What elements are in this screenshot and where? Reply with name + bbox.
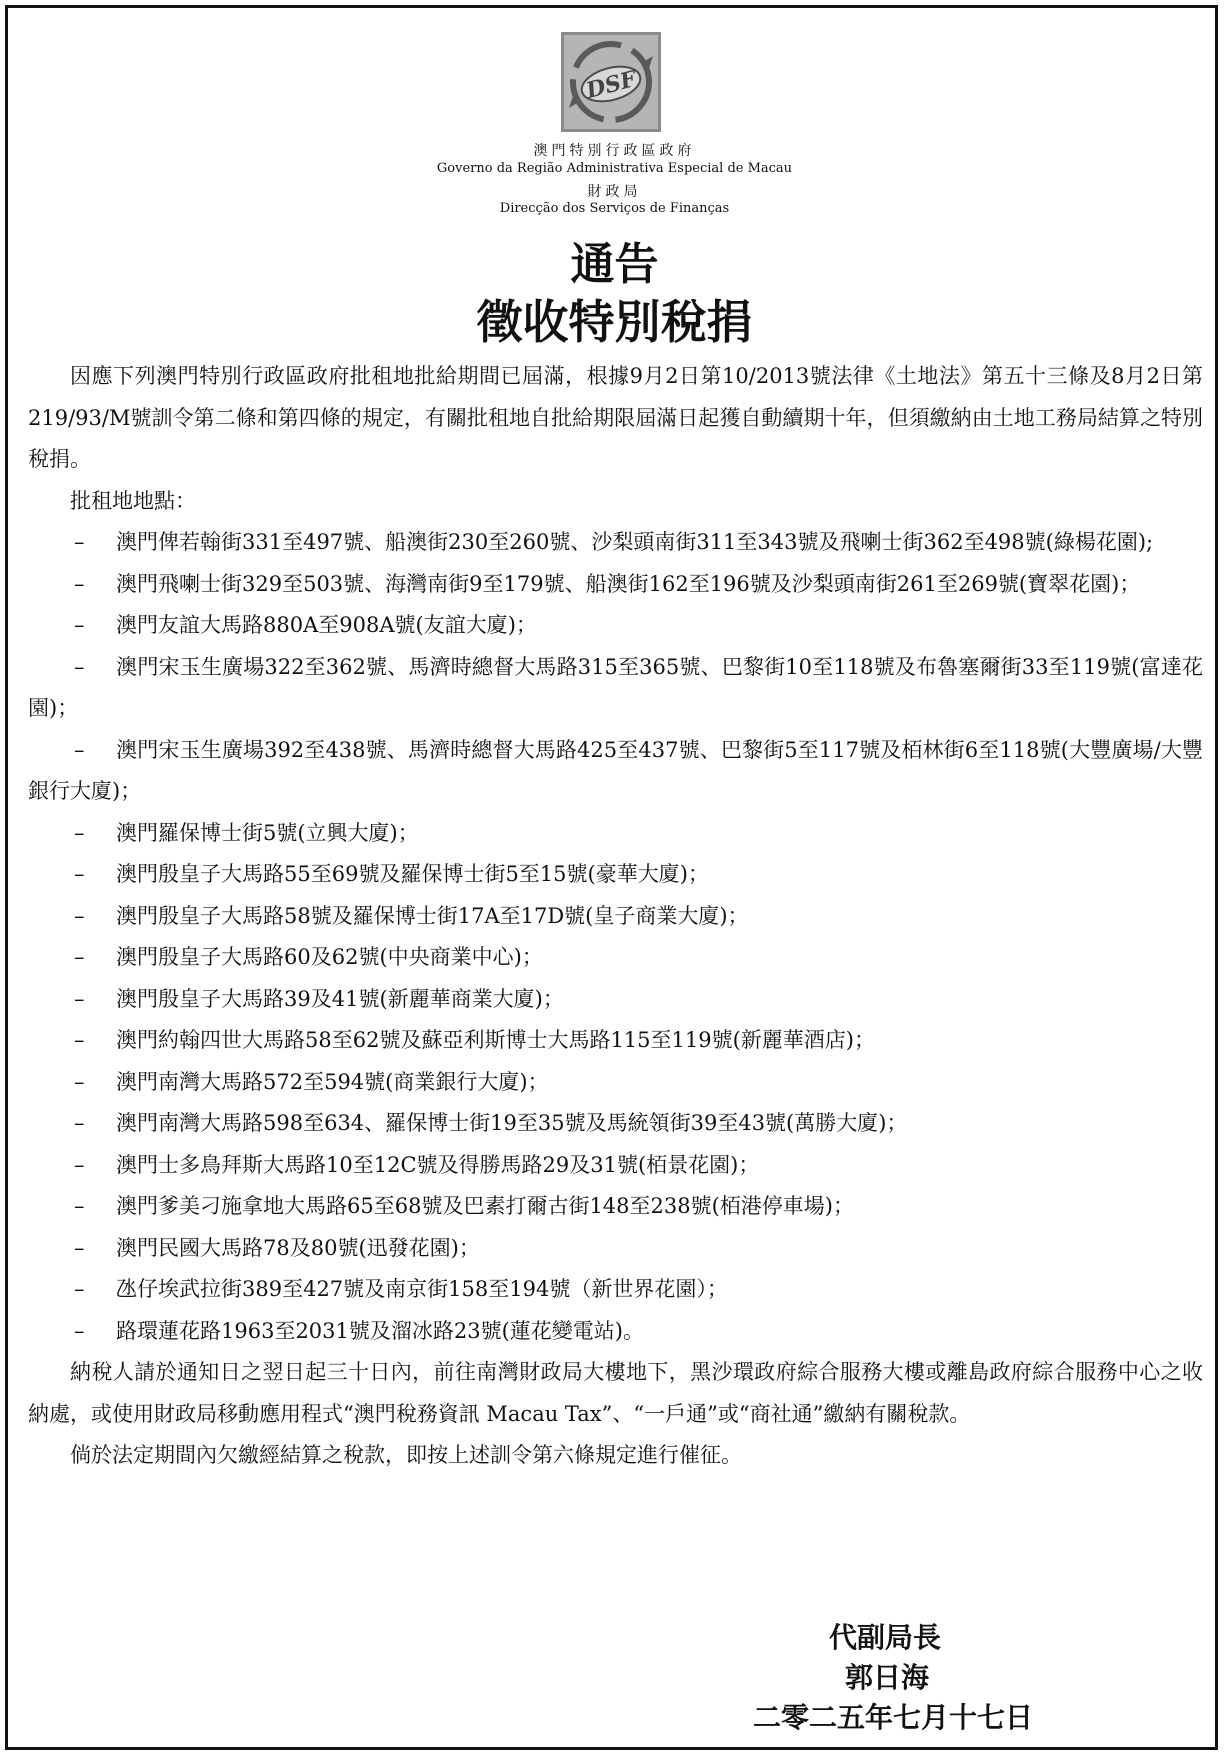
list-dash: –	[74, 1277, 85, 1301]
location-text: 澳門宋玉生廣場392至438號、馬濟時總督大馬路425至437號、巴黎街5至117號及栢林街6至118號(大豐廣場/大豐銀行大廈)；	[28, 737, 1203, 803]
notice-date: 二零二五年七月十七日	[752, 1701, 1033, 1734]
location-text: 澳門飛喇士街329至503號、海灣南街9至179號、船澳街162至196號及沙梨頭南街261至269號(寶翠花園)；	[116, 571, 1141, 596]
location-item	[28, 1020, 1203, 1062]
intro-paragraph: 因應下列澳門特別行政區政府批租地批給期間已屆滿，根據9月2日第10/2013號法律《土地法》第五十三條及8月2日第219/93/M號訓令第二條和第四條的規定，有關批租地自批給期限屆滿日起獲自動續期十年，但須繳納由土地工務局結算之特別稅捐。	[28, 364, 1203, 471]
list-dash: –	[74, 1111, 85, 1135]
location-text: 路環蓮花路1963至2031號及溜冰路23號(蓮花變電站)。	[116, 1318, 644, 1343]
payment-paragraph: 納稅人請於通知日之翌日起三十日內，前往南灣財政局大樓地下，黑沙環政府綜合服務大樓或離島政府綜合服務中心之收納處，或使用財政局移動應用程式“澳門稅務資訊 Macau Tax”、“一戶通”或“商社通”繳納有關稅款。	[28, 1360, 1203, 1426]
letterhead	[0, 0, 1229, 230]
location-item	[28, 937, 1203, 979]
list-dash: –	[74, 1194, 85, 1218]
location-text: 氹仔埃武拉街389至427號及南京街158至194號（新世界花園）；	[116, 1277, 728, 1301]
list-dash: –	[74, 903, 85, 928]
location-text: 澳門殷皇子大馬路39及41號(新麗華商業大廈)；	[116, 986, 564, 1011]
list-dash: –	[74, 1318, 85, 1343]
list-dash: –	[74, 986, 85, 1011]
location-item	[28, 1103, 1203, 1145]
location-list	[28, 522, 1203, 1352]
list-dash: –	[74, 654, 85, 679]
location-text: 澳門宋玉生廣場322至362號、馬濟時總督大馬路315至365號、巴黎街10至118號及布魯塞爾街33至119號(富達花園)；	[28, 654, 1203, 720]
location-text: 澳門爹美刁施拿地大馬路65至68號及巴素打爾古街148至238號(栢港停車場)；	[116, 1194, 854, 1218]
location-text: 澳門羅保博士街5號(立興大廈)；	[116, 820, 419, 845]
notice-subtitle: 徵收特別稅捐	[476, 295, 753, 349]
dsf-logo	[561, 32, 661, 132]
list-dash: –	[74, 1152, 85, 1177]
list-dash: –	[74, 613, 85, 637]
location-item	[28, 1062, 1203, 1104]
location-item	[28, 813, 1203, 855]
government-name-chinese: 澳門特別行政區政府	[533, 143, 696, 159]
list-dash: –	[74, 820, 85, 845]
location-label: 批租地地點：	[70, 488, 196, 513]
list-dash: –	[74, 737, 85, 762]
location-text: 澳門民國大馬路78及80號(迅發花園)；	[116, 1235, 480, 1260]
location-text: 澳門友誼大馬路880A至908A號(友誼大廈)；	[116, 613, 537, 637]
list-dash: –	[74, 945, 85, 969]
location-text: 澳門約翰四世大馬路58至62號及蘇亞利斯博士大馬路115至119號(新麗華酒店)；	[116, 1028, 875, 1052]
location-item	[28, 1145, 1203, 1187]
list-dash: –	[74, 1028, 85, 1052]
list-dash: –	[74, 862, 85, 886]
location-item	[28, 564, 1203, 606]
location-item	[28, 854, 1203, 896]
location-item	[28, 979, 1203, 1021]
location-text: 澳門殷皇子大馬路58號及羅保博士街17A至17D號(皇子商業大廈)；	[116, 903, 749, 928]
location-item	[28, 647, 1203, 730]
notice-title: 通告	[570, 239, 659, 290]
department-name-portuguese: Direcção dos Serviços de Finanças	[499, 201, 730, 216]
location-item	[28, 1186, 1203, 1228]
location-item	[28, 1311, 1203, 1353]
list-dash: –	[74, 1069, 85, 1094]
list-dash: –	[74, 1235, 85, 1260]
location-item	[28, 1228, 1203, 1270]
location-text: 澳門俾若翰街331至497號、船澳街230至260號、沙梨頭南街311至343號及飛喇士街362至498號(綠楊花園);	[116, 530, 1154, 554]
department-name-chinese: 財政局	[587, 184, 642, 200]
signatory-name: 郭日海	[844, 1661, 929, 1694]
location-item	[28, 522, 1203, 564]
location-text: 澳門南灣大馬路598至634、羅保博士街19至35號及馬統領街39至43號(萬勝大廈)；	[116, 1111, 908, 1135]
location-text: 澳門殷皇子大馬路60及62號(中央商業中心)；	[116, 945, 543, 969]
government-name-portuguese: Governo da Região Administrativa Especial de Macau	[436, 161, 793, 176]
location-item	[28, 605, 1203, 647]
location-text: 澳門南灣大馬路572至594號(商業銀行大廈)；	[116, 1069, 549, 1094]
location-item	[28, 1269, 1203, 1311]
list-dash: –	[74, 530, 85, 554]
location-text: 澳門殷皇子大馬路55至69號及羅保博士街5至15號(豪華大廈)；	[116, 862, 709, 886]
logo-text: DSF	[583, 65, 640, 105]
location-item	[28, 896, 1203, 938]
signatory-position: 代副局長	[828, 1621, 941, 1654]
location-text: 澳門士多鳥拜斯大馬路10至12C號及得勝馬路29及31號(栢景花園)；	[116, 1152, 760, 1177]
list-dash: –	[74, 571, 85, 596]
location-item	[28, 730, 1203, 813]
penalty-paragraph: 倘於法定期間內欠繳經結算之稅款，即按上述訓令第六條規定進行催征。	[70, 1443, 742, 1467]
notice-body	[28, 356, 1203, 1477]
